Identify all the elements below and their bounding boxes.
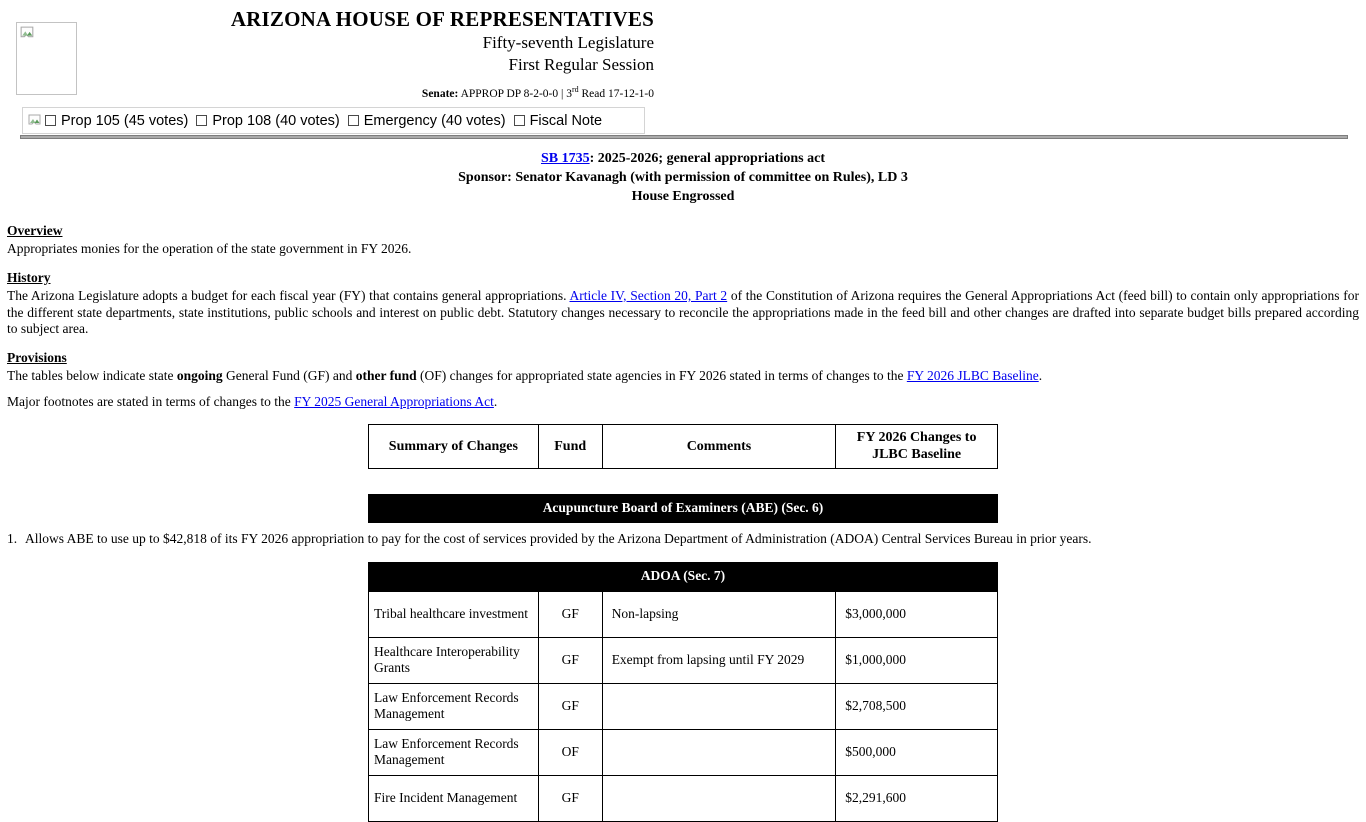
legislature-line: Fifty-seventh Legislature	[482, 33, 654, 52]
fiscal-note-checkbox[interactable]	[514, 115, 525, 126]
overview-heading: Overview	[7, 223, 63, 238]
appropriations-act-link[interactable]: FY 2025 General Appropriations Act	[294, 393, 494, 409]
table-row	[369, 637, 998, 683]
emergency-label: Emergency (40 votes)	[363, 112, 506, 129]
amount-cell: $2,291,600	[836, 775, 998, 821]
overview-paragraph: Appropriates monies for the operation of the state government in FY 2026.	[7, 241, 412, 256]
history-heading: History	[7, 269, 51, 285]
provisions-paragraph: The tables below indicate state ongoing General Fund (GF) and other fund (OF) changes for appropriated state agencies in FY 2026 stated in terms of changes to the FY 2026 JLBC Baseline.	[7, 368, 1043, 384]
table-row	[369, 775, 998, 821]
provisions-heading: Provisions	[7, 350, 67, 366]
amount-cell: $1,000,000	[836, 637, 998, 683]
summary-of-changes-header-table	[368, 424, 998, 469]
history-paragraph: The Arizona Legislature adopts a budget for each fiscal year (FY) that contains general appropriations. Article IV, Section 20, Part 2 of the Constitution of Arizona requires the General Appropriations Act (feed bill) to contain only appropriations for the different state departments, state institutions, public schools and interest on public debt. Statutory changes necessary to reconcile the appropriations made in the feed bill and other changes are drafted into separate budget bills prepared according to subject area.	[7, 287, 1359, 337]
adoa-appropriations-table	[368, 591, 998, 822]
prop108-checkbox[interactable]	[196, 115, 207, 126]
broken-image-icon	[27, 113, 43, 129]
bill-title-line: SB 1735: 2025-2026; general appropriations act	[540, 151, 825, 166]
jlbc-baseline-link[interactable]: FY 2026 JLBC Baseline	[906, 368, 1039, 384]
item-text: Allows ABE to use up to $42,818 of its FY 2026 appropriation to pay for the cost of services provided by the Arizona Department of Administration (ADOA) Central Services Bureau in prior years.	[25, 530, 1092, 546]
emergency-checkbox[interactable]	[348, 115, 359, 126]
comments-cell	[602, 683, 836, 729]
fund-cell: OF	[538, 729, 602, 775]
horizontal-rule	[20, 135, 1348, 139]
item-number: 1.	[7, 530, 18, 546]
abe-item-1	[0, 530, 1366, 547]
table-row	[369, 591, 998, 637]
fund-cell: GF	[538, 637, 602, 683]
comments-cell: Non-lapsing	[602, 591, 836, 637]
chamber-title: ARIZONA HOUSE OF REPRESENTATIVES	[230, 7, 654, 31]
abe-section-band: Acupuncture Board of Examiners (ABE) (Sec. 6)	[368, 494, 998, 523]
chamber-header	[0, 6, 654, 100]
table-header-row	[369, 424, 998, 468]
constitution-link[interactable]: Article IV, Section 20, Part 2	[569, 287, 728, 303]
fund-cell: GF	[538, 683, 602, 729]
bill-status-line: House Engrossed	[631, 189, 735, 204]
table-row	[369, 729, 998, 775]
fund-cell: GF	[538, 591, 602, 637]
comments-cell: Exempt from lapsing until FY 2029	[602, 637, 836, 683]
checkbox-item-emergency	[348, 113, 506, 129]
comments-cell	[602, 775, 836, 821]
vote-requirement-checkboxes	[22, 107, 645, 134]
bill-sponsor-line: Sponsor: Senator Kavanagh (with permission of committee on Rules), LD 3	[458, 170, 908, 185]
amount-cell: $2,708,500	[836, 683, 998, 729]
checkbox-item-prop105	[45, 113, 188, 129]
column-header-comments: Comments	[602, 424, 836, 468]
bill-title-block	[0, 149, 1366, 206]
amount-cell: $3,000,000	[836, 591, 998, 637]
item-cell: Fire Incident Management	[369, 775, 539, 821]
senate-label: Senate:	[421, 87, 459, 100]
column-header-summary: Summary of Changes	[369, 424, 539, 468]
footnotes-paragraph: Major footnotes are stated in terms of changes to the FY 2025 General Appropriations Act.	[7, 393, 498, 409]
item-cell: Tribal healthcare investment	[369, 591, 539, 637]
prop105-label: Prop 105 (45 votes)	[61, 112, 189, 129]
item-cell: Healthcare Interoperability Grants	[369, 637, 539, 683]
fund-cell: GF	[538, 775, 602, 821]
prop105-checkbox[interactable]	[45, 115, 56, 126]
item-cell: Law Enforcement Records Management	[369, 729, 539, 775]
fiscal-note-label: Fiscal Note	[529, 112, 603, 129]
column-header-fund: Fund	[538, 424, 602, 468]
item-cell: Law Enforcement Records Management	[369, 683, 539, 729]
comments-cell	[602, 729, 836, 775]
senate-vote-line: Senate: APPROP DP 8-2-0-0 | 3rd Read 17-12-1-0	[421, 85, 654, 100]
checkbox-item-prop108	[196, 113, 339, 129]
checkbox-item-fiscal-note	[514, 113, 603, 129]
session-line: First Regular Session	[508, 55, 654, 74]
bill-number-link[interactable]: SB 1735	[540, 151, 590, 166]
prop108-label: Prop 108 (40 votes)	[212, 112, 340, 129]
table-row	[369, 683, 998, 729]
column-header-fy2026-changes: FY 2026 Changes to JLBC Baseline	[836, 424, 998, 468]
page-header	[0, 0, 1366, 140]
adoa-section-band: ADOA (Sec. 7)	[368, 562, 998, 591]
amount-cell: $500,000	[836, 729, 998, 775]
document-body	[0, 222, 1366, 411]
